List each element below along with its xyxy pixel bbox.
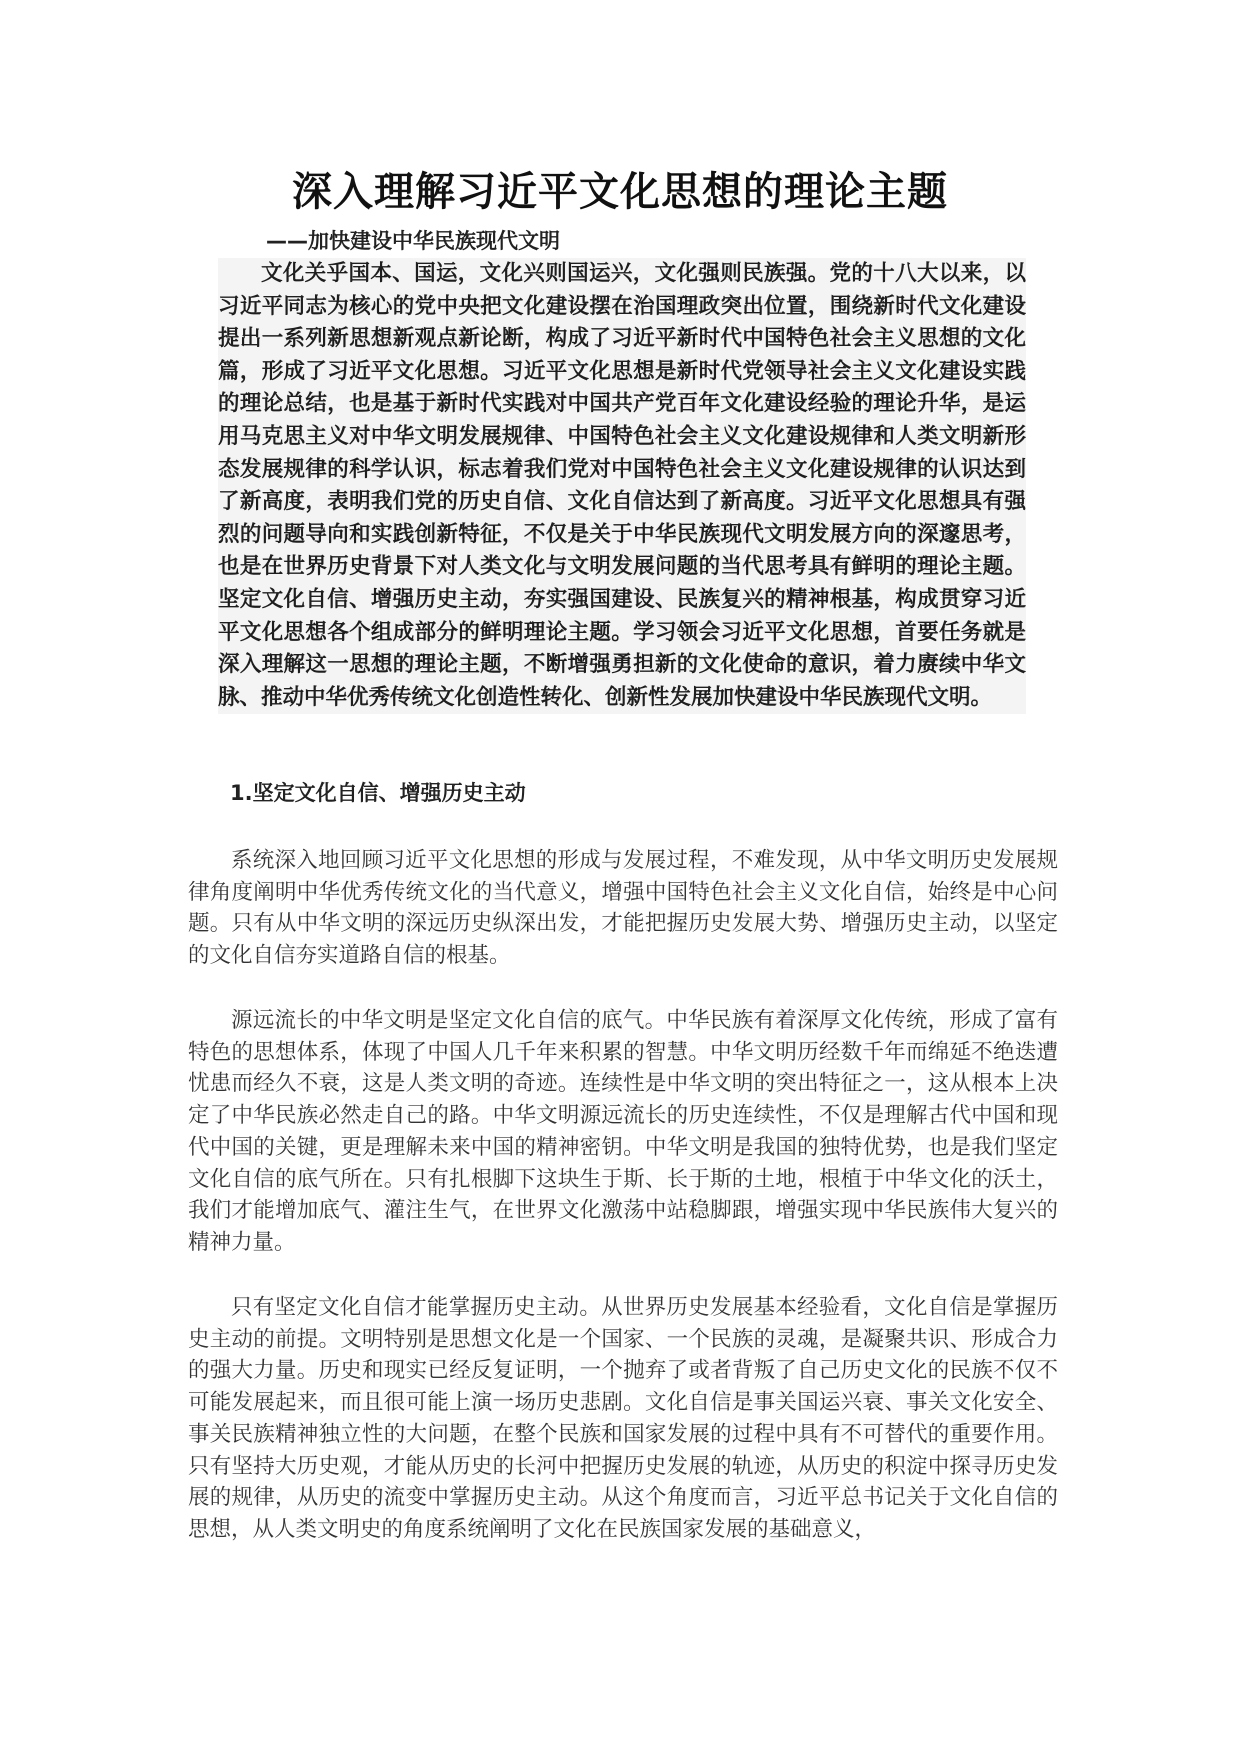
document-title: 深入理解习近平文化思想的理论主题 [292,169,948,215]
section-heading: 1.坚定文化自信、增强历史主动 [230,781,526,805]
body-paragraph-1: 系统深入地回顾习近平文化思想的形成与发展过程，不难发现，从中华文明历史发展规律角度阐明中华优秀传统文化的当代意义，增强中国特色社会主义文化自信，始终是中心问题。只有从中华文明的深远历史纵深出发，才能把握历史发展大势、增强历史主动，以坚定的文化自信夯实道路自信的根基。 [188,848,1058,969]
body-paragraph-3: 只有坚定文化自信才能掌握历史主动。从世界历史发展基本经验看，文化自信是掌握历史主动的前提。文明特别是思想文化是一个国家、一个民族的灵魂，是凝聚共识、形成合力的强大力量。历史和现实已经反复证明，一个抛弃了或者背叛了自己历史文化的民族不仅不可能发展起来，而且很可能上演一场历史悲剧。文化自信是事关国运兴衰、事关文化安全、事关民族精神独立性的大问题，在整个民族和国家发展的过程中具有不可替代的重要作用。只有坚持大历史观，才能从历史的长河中把握历史发展的轨迹，从历史的积淀中探寻历史发展的规律，从历史的流变中掌握历史主动。从这个角度而言，习近平总书记关于文化自信的思想，从人类文明史的角度系统阐明了文化在民族国家发展的基础意义， [188,1295,1058,1542]
body-paragraph-2: 源远流长的中华文明是坚定文化自信的底气。中华民族有着深厚文化传统，形成了富有特色的思想体系，体现了中国人几千年来积累的智慧。中华文明历经数千年而绵延不绝迭遭忧患而经久不衰，这是人类文明的奇迹。连续性是中华文明的突出特征之一，这从根本上决定了中华民族必然走自己的路。中华文明源远流长的历史连续性，不仅是理解古代中国和现代中国的关键，更是理解未来中国的精神密钥。中华文明是我国的独特优势，也是我们坚定文化自信的底气所在。只有扎根脚下这块生于斯、长于斯的土地，根植于中华文化的沃土，我们才能增加底气、灌注生气，在世界文化激荡中站稳脚跟，增强实现中华民族伟大复兴的精神力量。 [188,1008,1058,1255]
abstract-paragraph: 文化关乎国本、国运，文化兴则国运兴，文化强则民族强。党的十八大以来，以习近平同志为核心的党中央把文化建设摆在治国理政突出位置，围绕新时代文化建设提出一系列新思想新观点新论断，构成了习近平新时代中国特色社会主义思想的文化篇，形成了习近平文化思想。习近平文化思想是新时代党领导社会主义文化建设实践的理论总结，也是基于新时代实践对中国共产党百年文化建设经验的理论升华，是运用马克思主义对中华文明发展规律、中国特色社会主义文化建设规律和人类文明新形态发展规律的科学认识，标志着我们党对中国特色社会主义文化建设规律的认识达到了新高度，表明我们党的历史自信、文化自信达到了新高度。习近平文化思想具有强烈的问题导向和实践创新特征，不仅是关于中华民族现代文明发展方向的深邃思考，也是在世界历史背景下对人类文化与文明发展问题的当代思考具有鲜明的理论主题。坚定文化自信、增强历史主动，夯实强国建设、民族复兴的精神根基，构成贯穿习近平文化思想各个组成部分的鲜明理论主题。学习领会习近平文化思想，首要任务就是深入理解这一思想的理论主题，不断增强勇担新的文化使命的意识，着力赓续中华文脉、推动中华优秀传统文化创造性转化、创新性发展加快建设中华民族现代文明。 [218,258,1026,714]
document-subtitle: ——加快建设中华民族现代文明 [266,229,560,253]
